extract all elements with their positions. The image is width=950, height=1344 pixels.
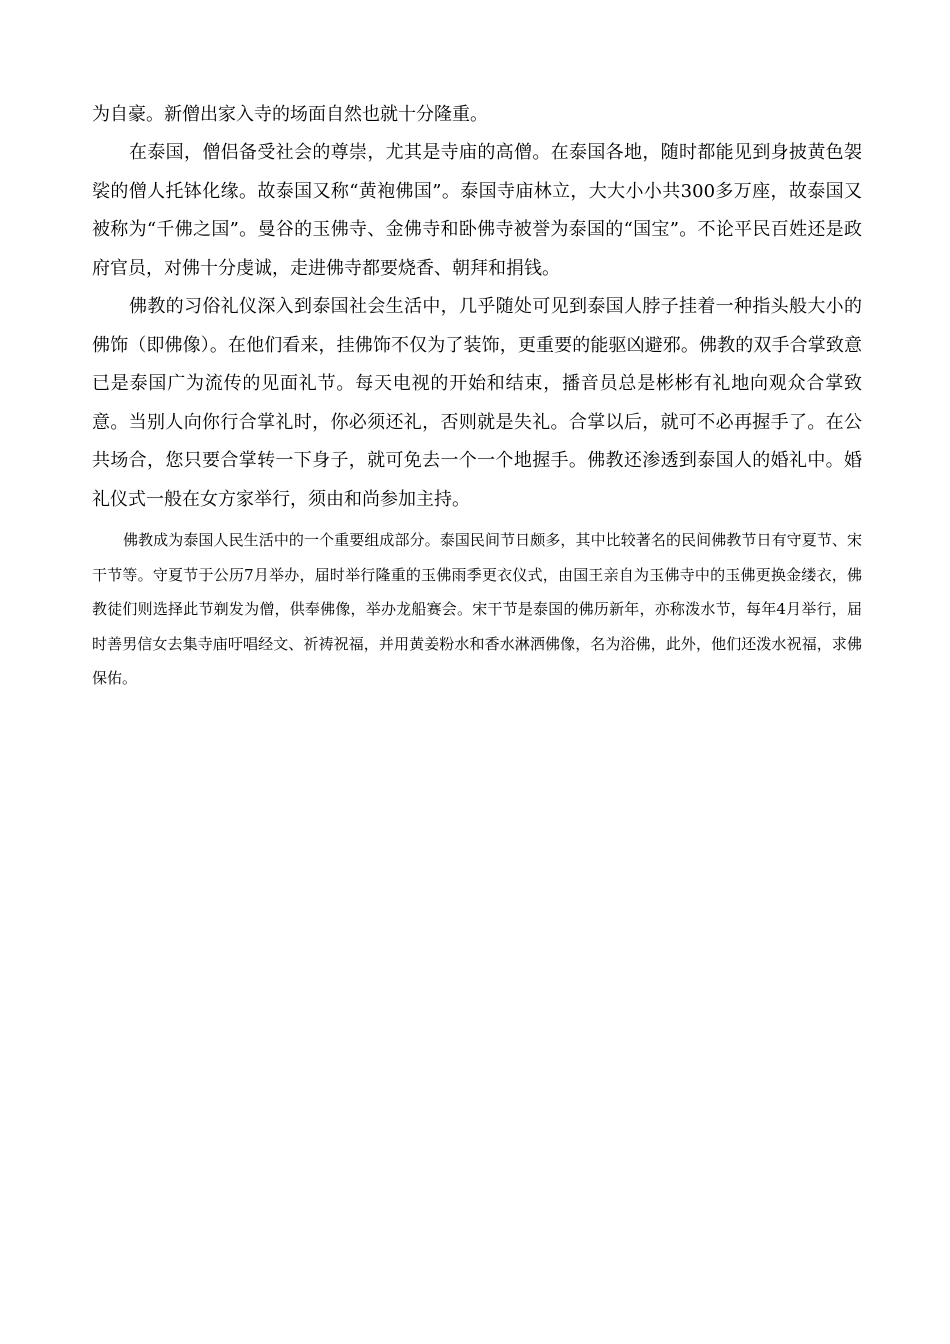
- paragraph-monks: 在泰国，僧侣备受社会的尊崇，尤其是寺庙的高僧。在泰国各地，随时都能见到身披黄色袈裟的僧人托钵化缘。故泰国又称“黄袍佛国”。泰国寺庙林立，大大小小共300多万座，故泰国又被称为“千佛之国”。曼谷的玉佛寺、金佛寺和卧佛寺被誉为泰国的“国宝”。不论平民百姓还是政府官员，对佛十分虔诚，走进佛寺都要烧香、朝拜和捐钱。: [92, 142, 862, 279]
- paragraph-customs: 佛教的习俗礼仪深入到泰国社会生活中，几乎随处可见到泰国人脖子挂着一种指头般大小的佛饰（即佛像）。在他们看来，挂佛饰不仅为了装饰，更重要的能驱凶避邪。佛教的双手合掌致意已是泰国广为流传的见面礼节。每天电视的开始和结束，播音员总是彬彬有礼地向观众合掌致意。当别人向你行合掌礼时，你必须还礼，否则就是失礼。合掌以后，就可不必再握手了。在公共场合，您只要合掌转一下身子，就可免去一个一个地握手。佛教还渗透到泰国人的婚礼中。婚礼仪式一般在女方家举行，须由和尚参加主持。: [92, 296, 862, 510]
- paragraph-continuation: 为自豪。新僧出家入寺的场面自然也就十分隆重。: [92, 104, 488, 125]
- paragraph-festivals: 佛教成为泰国人民生活中的一个重要组成部分。泰国民间节日颇多，其中比较著名的民间佛教节日有守夏节、宋干节等。守夏节于公历7月举办，届时举行隆重的玉佛雨季更衣仪式，由国王亲自为玉佛寺中的玉佛更换金缕衣，佛教徒们则选择此节剃发为僧，供奉佛像，举办龙船赛会。宋干节是泰国的佛历新年，亦称泼水节，每年4月举行，届时善男信女去集寺庙吁唱经文、祈祷祝福，并用黄姜粉水和香水淋洒佛像，名为浴佛，此外，他们还泼水祝福，求佛保佑。: [92, 531, 862, 687]
- document-page: [92, 96, 862, 696]
